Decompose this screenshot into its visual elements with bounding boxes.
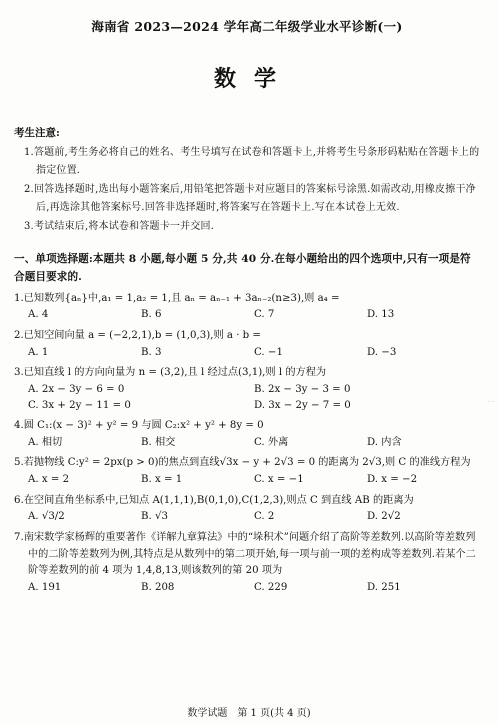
subject-title: 数学 [213,65,294,92]
question-stem: 7.南宋数学家杨辉的重要著作《详解九章算法》中的“垛积术”问题介绍了高阶等差数列.以高阶等差数列中的二阶等差数列为例,其特点是从数列中的第二项开始,每一项与前一项的差构成等差数列.若某个二阶等差数列的前 4 项为 1,4,8,13,则该数列的第 20 项为 [14,531,476,577]
option-a: A. 2x − 3y − 6 = 0 [28,383,125,395]
option-d: D. x = −2 [367,474,418,486]
margin-mark-icon: · · [488,399,494,406]
option-b: B. 6 [141,309,162,321]
option-d: D. 2√2 [367,511,401,523]
option-b: B. 3 [141,346,162,358]
notice-item-1: 1.答题前,考生务必将自己的姓名、考生号填写在试卷和答题卡上,并将考生号条形码粘贴在答题卡上的指定位置. [24,146,480,176]
option-c: C. 2 [254,511,275,523]
question-stem: 6.在空间直角坐标系中,已知点 A(1,1,1),B(0,1,0),C(1,2,3),则点 C 到直线 AB 的距离为 [14,494,414,506]
option-row [14,307,480,323]
option-b: B. 208 [141,582,175,594]
option-b: B. 2x − 3y − 3 = 0 [254,383,351,395]
question-5 [14,455,480,488]
option-a: A. 1 [28,346,49,358]
notice-block [14,126,480,236]
option-b: B. √3 [141,511,168,523]
option-row [14,509,480,525]
option-c: C. −1 [254,346,283,358]
option-a: A. 191 [28,582,62,594]
option-row [14,382,480,398]
option-row [14,345,480,361]
notice-item-3: 3.考试结束后,将本试卷和答题卡一并交回. [24,220,215,232]
option-d: D. 13 [367,309,395,321]
question-7 [14,530,480,597]
option-a: A. 相切 [28,437,63,449]
option-d: D. 251 [367,582,401,594]
option-row [14,398,480,414]
notice-item-2: 2.回答选择题时,选出每小题答案后,用铅笔把答题卡对应题目的答案标号涂黑.如需改动,用橡皮擦干净后,再选涂其他答案标号.回答非选择题时,将答案写在答题卡上.写在本试卷上无效. [24,183,476,213]
option-a: A. x = 2 [28,474,70,486]
question-6 [14,493,480,526]
section-heading: 一、单项选择题:本题共 8 小题,每小题 5 分,共 40 分.在每小题给出的四个选项中,只有一项是符合题目要求的. [14,252,471,284]
option-a: A. √3/2 [28,511,65,523]
option-row [14,435,480,451]
question-stem: 2.已知空间向量 a = (−2,2,1),b = (1,0,3),则 a · b = [14,329,261,341]
page-footer: 数学试题 第 1 页(共 4 页) [187,708,311,719]
option-b: B. x = 1 [141,474,183,486]
question-4 [14,418,480,451]
option-c: C. 229 [254,582,288,594]
question-2 [14,328,480,361]
option-d: D. 3x − 2y − 7 = 0 [254,399,351,411]
question-stem: 3.已知直线 l 的方向向量为 n = (3,2),且 l 经过点(3,1),则 l 的方程为 [14,366,327,378]
option-d: D. −3 [367,346,397,358]
option-c: C. x = −1 [254,474,304,486]
option-a: A. 4 [28,309,49,321]
question-1 [14,291,480,324]
option-row [14,580,480,596]
question-3 [14,365,480,414]
question-stem: 5.若抛物线 C:y² = 2px(p > 0)的焦点到直线√3x − y + 2√3 = 0 的距离为 2√3,则 C 的准线方程为 [14,457,471,469]
notice-heading: 考生注意: [14,126,60,139]
option-c: C. 3x + 2y − 11 = 0 [28,399,131,411]
option-c: C. 外离 [254,437,289,449]
option-b: B. 相交 [141,437,176,449]
question-stem: 4.圆 C₁:(x − 3)² + y² = 9 与圆 C₂:x² + y² + 8y = 0 [14,420,264,432]
option-row [14,472,480,488]
question-stem: 1.已知数列{aₙ}中,a₁ = 1,a₂ = 1,且 aₙ = aₙ₋₁ + 3aₙ₋₂(n≥3),则 a₄ = [14,292,340,304]
exam-title: 海南省 2023—2024 学年高二年级学业水平诊断(一) [91,19,403,34]
option-d: D. 内含 [367,437,402,449]
option-c: C. 7 [254,309,275,321]
